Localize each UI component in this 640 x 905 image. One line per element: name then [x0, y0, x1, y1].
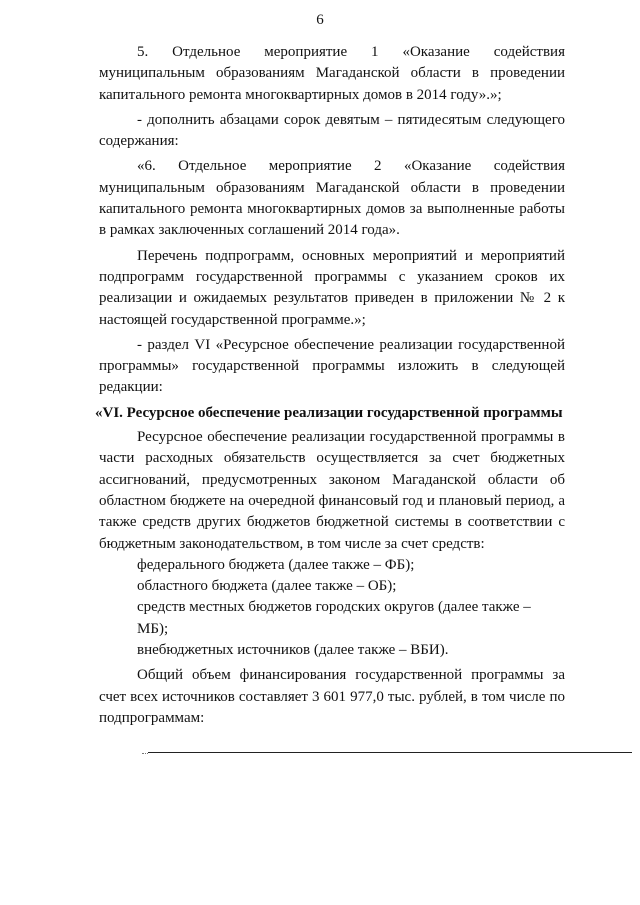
document-body	[95, 42, 565, 729]
separator-line-fade	[142, 753, 148, 754]
list-item-federal: федерального бюджета (далее также – ФБ);	[137, 556, 415, 573]
paragraph-event-2: «6. Отдельное мероприятие 2 «Оказание содействия муниципальным образованиям Магаданской области в проведении капитального ремонта многоквартирных домов за выполненные работы в рамках заключенных соглашений 2014 года».	[99, 158, 565, 239]
list-item-extrabudgetary: внебюджетных источников (далее также – ВБИ).	[137, 642, 449, 659]
paragraph-total-financing: Общий объем финансирования государственной программы за счет всех источников составляет 3 601 977,0 тыс. рублей, в том числе по подпрограммам:	[99, 667, 565, 726]
list-item-local: средств местных бюджетов городских округов (далее также – МБ);	[137, 599, 531, 637]
paragraph-section-vi-instruction: - раздел VI «Ресурсное обеспечение реализации государственной программы» государственной программы изложить в следующей редакции:	[99, 336, 565, 396]
list-item-regional: областного бюджета (далее также – ОБ);	[137, 578, 397, 595]
paragraph-subprogram-list: Перечень подпрограмм, основных мероприятий и мероприятий подпрограмм государственной программы с указанием сроков их реализации и ожидаемых результатов приведен в приложении № 2 к настоящей государственной программе.»;	[99, 247, 565, 328]
paragraph-event-1: 5. Отдельное мероприятие 1 «Оказание содействия муниципальным образованиям Магаданской области в проведении капитального ремонта многоквартирных домов в 2014 году».»;	[99, 44, 565, 103]
section-heading: «VI. Ресурсное обеспечение реализации государственной программы	[95, 404, 563, 421]
paragraph-amend-instruction: - дополнить абзацами сорок девятым – пятидесятым следующего содержания:	[99, 111, 565, 150]
separator-line	[148, 752, 632, 753]
paragraph-resource-provision: Ресурсное обеспечение реализации государственной программы в части расходных обязательств осуществляется за счет бюджетных ассигнований, предусмотренных законом Магаданской области об областном бюджете на очередной финансовый год и плановый период, а также средств других бюджетов бюджетной системы в соответствии с бюджетным законодательством, в том числе за счет средств:	[99, 429, 565, 552]
page-number: 6	[316, 12, 324, 28]
